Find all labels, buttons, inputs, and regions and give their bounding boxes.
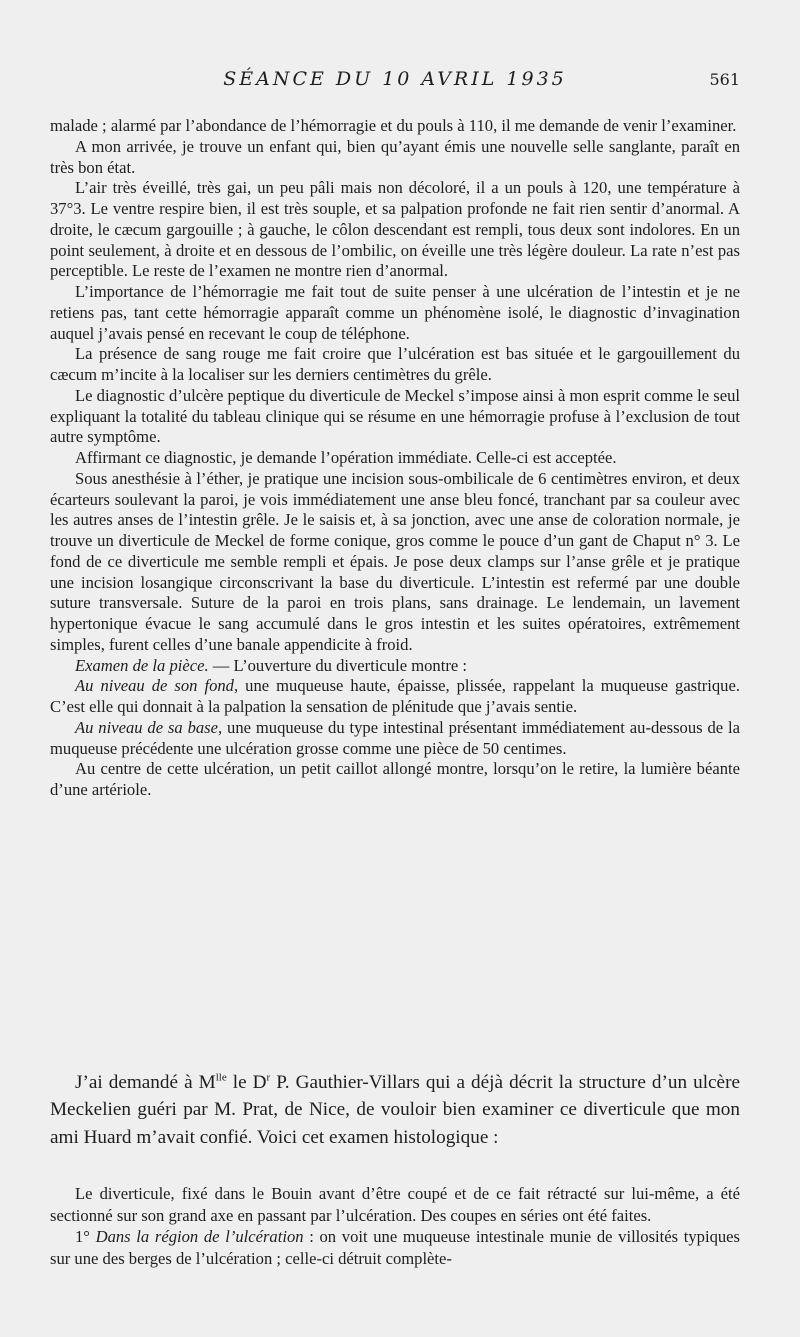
exam-centre-paragraph: Au centre de cette ulcération, un petit caillot allongé montre, lorsqu’on le retire, la lumière béante d’une artériole. [50, 759, 740, 799]
superscript-r: r [266, 1071, 271, 1084]
exam-base-italic: Au niveau de sa base, [75, 717, 223, 737]
exam-fond-rest: une muqueuse haute, épaisse, plissée, rappelant la muqueuse gastrique. C’est elle qui donnait à la palpation la sensation de plénitude que j’avais sentie. [50, 676, 740, 716]
item-italic: Dans la région de l’ulcération [95, 1227, 304, 1247]
histology-paragraph-numbered [50, 1226, 740, 1269]
item-rest: : on voit une muqueuse intestinale munie de villosités typiques sur une des berges de l’ulcération ; celle-ci détruit complète- [50, 1227, 740, 1269]
histology-text [50, 1183, 740, 1270]
header-title: SÉANCE DU 10 AVRIL 1935 [223, 68, 567, 90]
paragraph: Affirmant ce diagnostic, je demande l’opération immédiate. Celle-ci est acceptée. [75, 448, 617, 467]
big-part-3: P. Gauthier-Villars qui a déjà décrit la structure d’un ulcère Meckelien guéri par M. Prat, de Nice, de vouloir bien examiner ce diverticule que mon ami Huard m’avait confié. Voici cet examen histologique : [50, 1072, 740, 1148]
histology-paragraph: Le diverticule, fixé dans le Bouin avant d’être coupé et de ce fait rétracté sur lui-même, a été sectionné sur son grand axe en passant par l’ulcération. Des coupes en séries ont été faites. [50, 1184, 740, 1225]
exam-fond-paragraph [50, 676, 740, 718]
big-part-1: J’ai demandé à M [75, 1072, 216, 1093]
paragraph: Sous anesthésie à l’éther, je pratique une incision sous-ombilicale de 6 centimètres environ, et deux écarteurs soulevant la paroi, je vois immédiatement une anse bleu foncé, tranchant par sa couleur avec les autres anses de l’intestin grêle. Je le saisis et, à sa jonction, avec une anse de coloration normale, je trouve un diverticule de Meckel de forme conique, gros comme le pouce d’un gant de Chaput n° 3. Le fond de ce diverticule me semble rempli et épais. Je pose deux clamps sur l’anse grêle et je pratique une incision losangique circonscrivant la base du diverticule. L’intestin est refermé par une double suture transversale. Suture de la paroi en trois plans, sans drainage. Le lendemain, un lavement hypertonique évacue le sang accumulé dans le gros intestin et les suites opératoires, extrêmement simples, furent celles d’une banale appendicite à froid. [50, 468, 740, 654]
exam-heading-rest: — L’ouverture du diverticule montre : [208, 655, 467, 675]
superscript-lle: lle [215, 1071, 227, 1084]
paragraph: L’importance de l’hémorragie me fait tout de suite penser à une ulcération de l’intestin et je ne retiens pas, tant cette hémorragie apparaît comme un phénomène isolé, le diagnostic d’invagination auquel j’avais pensé en recevant le coup de téléphone. [50, 282, 740, 343]
exam-base-rest: une muqueuse du type intestinal présentant immédiatement au-dessous de la muqueuse précédente une ulcération grosse comme une pièce de 50 centimes. [50, 717, 740, 758]
exam-heading-italic: Examen de la pièce. [75, 655, 209, 675]
running-header [50, 68, 740, 96]
exam-base-paragraph [50, 718, 740, 760]
paragraph: A mon arrivée, je trouve un enfant qui, bien qu’ayant émis une nouvelle selle sanglante, paraît en très bon état. [50, 136, 740, 177]
item-number: 1° [75, 1227, 96, 1247]
big-part-2: le D [226, 1072, 267, 1093]
paragraph: Le diagnostic d’ulcère peptique du diverticule de Meckel s’impose ainsi à mon esprit comme le seul expliquant la totalité du tableau clinique qui se résume en une hémorragie profuse à l’exclusion de tout autre symptôme. [50, 385, 740, 447]
paragraph: L’air très éveillé, très gai, un peu pâli mais non décoloré, il a un pouls à 120, une température à 37°3. Le ventre respire bien, il est très souple, et sa palpation profonde ne fait rien sentir d’anormal. A droite, le cæcum gargouille ; à gauche, le côlon descendant est rempli, tous deux sont indolores. En un point seulement, à droite et en dessous de l’ombilic, on éveille une très légère douleur. La rate n’est pas perceptible. Le reste de l’examen ne montre rien d’anormal. [50, 178, 740, 281]
exam-heading-paragraph [50, 656, 740, 677]
paragraph: La présence de sang rouge me fait croire que l’ulcération est bas située et le gargouillement du cæcum m’incite à la localiser sur les derniers centimètres du grêle. [50, 344, 740, 384]
big-paragraph [50, 1069, 740, 1151]
main-text [50, 116, 740, 801]
paragraph: malade ; alarmé par l’abondance de l’hémorragie et du pouls à 110, il me demande de venir l’examiner. [50, 116, 737, 135]
histology-request-text [50, 1069, 740, 1151]
page-number: 561 [709, 70, 740, 89]
exam-fond-italic: Au niveau de son fond, [75, 676, 239, 696]
